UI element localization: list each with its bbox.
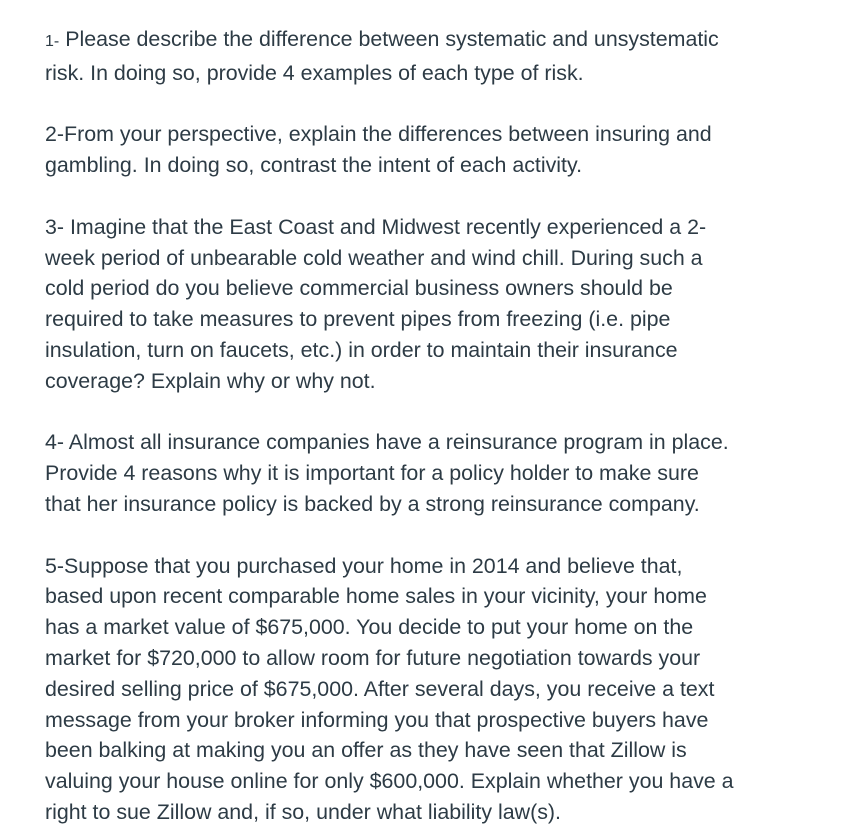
- question-number: 3-: [45, 214, 65, 239]
- question-text-line: required to take measures to prevent pipes from freezing (i.e. pipe: [45, 307, 671, 332]
- question-text-line: coverage? Explain why or why not.: [45, 368, 376, 393]
- question-number: 5-: [45, 553, 65, 578]
- question-text-line: Provide 4 reasons why it is important for a policy holder to make sure: [45, 461, 699, 486]
- question-text-line: risk. In doing so, provide 4 examples of each type of risk.: [45, 60, 584, 85]
- question-text-line: Imagine that the East Coast and Midwest recently experienced a 2-: [69, 214, 707, 239]
- question-text-line: gambling. In doing so, contrast the intent of each activity.: [45, 153, 583, 178]
- question-2: [45, 119, 815, 181]
- question-text-line: message from your broker informing you that prospective buyers have: [45, 707, 709, 732]
- question-3: [45, 212, 815, 397]
- question-text-line: Please describe the difference between systematic and unsystematic: [65, 27, 719, 51]
- question-text-line: week period of unbearable cold weather and wind chill. During such a: [45, 245, 703, 270]
- question-1: [45, 24, 815, 89]
- question-text-line: that her insurance policy is backed by a strong reinsurance company.: [45, 491, 700, 516]
- question-text-line: insulation, turn on faucets, etc.) in order to maintain their insurance: [45, 337, 678, 362]
- question-text-line: From your perspective, explain the differences between insuring and: [64, 122, 712, 147]
- question-text-line: right to sue Zillow and, if so, under what liability law(s).: [45, 799, 561, 824]
- question-number: 4-: [45, 430, 65, 455]
- question-text-line: has a market value of $675,000. You decide to put your home on the: [45, 615, 694, 640]
- question-text-line: desired selling price of $675,000. After several days, you receive a text: [45, 676, 715, 701]
- assignment-document: [45, 24, 815, 828]
- question-text-line: Almost all insurance companies have a reinsurance program in place.: [68, 430, 729, 455]
- question-number: 2-: [45, 122, 65, 147]
- question-text-line: cold period do you believe commercial business owners should be: [45, 276, 673, 301]
- question-number: 1-: [45, 33, 60, 50]
- question-4: [45, 427, 815, 519]
- question-text-line: market for $720,000 to allow room for future negotiation towards your: [45, 645, 701, 670]
- question-5: [45, 551, 815, 828]
- question-text-line: Suppose that you purchased your home in 2014 and believe that,: [64, 553, 683, 578]
- question-text-line: been balking at making you an offer as they have seen that Zillow is: [45, 738, 687, 763]
- question-text-line: valuing your house online for only $600,000. Explain whether you have a: [45, 769, 734, 794]
- question-text-line: based upon recent comparable home sales in your vicinity, your home: [45, 584, 707, 609]
